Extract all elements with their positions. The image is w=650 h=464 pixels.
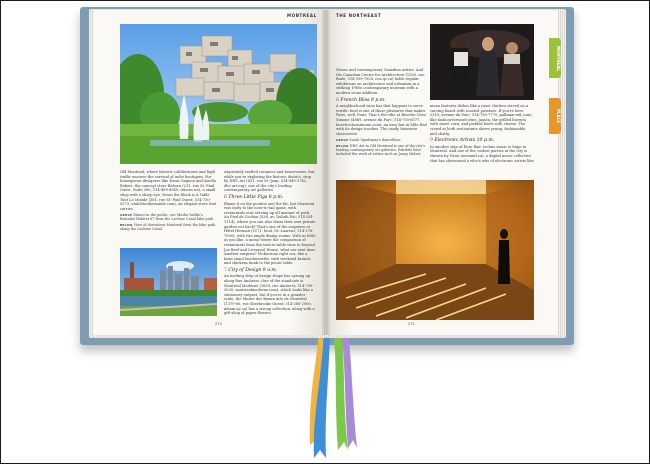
right-page-column-2 [430,104,534,165]
caption-below [120,223,217,231]
right-page [326,10,558,335]
caption-text: Dinner in the public, see Moshe Safdie's Brutalist Habitat 67 from the Lachine Canal bike path. [120,212,215,222]
caption-label: ABOVE [120,212,133,217]
entry-number: 9 [430,138,433,144]
left-page [93,10,324,335]
caption-below [336,144,428,157]
entry-body: In another sign of Euro flair, techno music is huge in Montreal. And one of the coolest parties in the city is thrown by Neon (neonmtl.ca), a digital music collective that has showcased a who's who of electronic artists like [430,144,534,163]
left-page-column-2 [224,170,316,317]
caption-text: Sarah Spadomas's dancefloor. [349,137,401,142]
photo-gallery-installation [336,180,534,320]
running-head-left: MONTREAL [287,13,317,18]
entry-number: 7 [224,267,227,273]
entry-number: 6 [224,194,227,200]
photo-lachine-canal [120,248,217,316]
entry-title: City of Design 9 a.m. [228,267,278,273]
ribbon-bookmarks [290,320,370,460]
caption-label: BELOW [120,222,133,227]
entry-heading [224,196,316,201]
tab-place: PLACE [549,98,561,134]
photo-habitat-67 [120,24,317,164]
photo-dancefloor [430,24,534,100]
page-number-left: 270 [215,322,222,326]
left-page-column-1 [120,170,217,233]
caption-text: View of downtown Montreal from the bike path along the Lachine Canal. [120,222,216,231]
tab-montreal: MONTREAL [549,38,561,78]
entry-body: Blame it on the poutine and the fat, but Montreal was early to the nose-to-tail game, with restaurants now serving up all manner of pork. Au Pied de Cochon (536, av. Duluth Est; 514-281-1114), where you can also claim their own private garden out back? That's one of the surprises at Hôtel Herman (5171, boul. St.-Laurent; 514-278-7000), with two ample dining rooms. With as little as you like, a menu where the comparison of restaurants from the turn-to-table wine to beyond Joe Beef and Liverpool House, what are next door. Another surprise? McKiernan right out, like a farm stand luncheonette, with weekend brunch and chickens bunk to the picnic table. [224,201,316,266]
caption-above [120,213,217,221]
caption-label: BELOW [336,143,349,148]
entry-number: 8 [336,97,339,103]
body-text: exquisitely crafted ceramics and housewares, but while you're exploring the historic district, stop by DHC Art (451, rue St.-Jean; 514-849-3742, dhc-art.org), one of the city's leading contemporary art galleries. [224,170,315,193]
caption-above [336,138,428,142]
page-number-right: 271 [408,322,415,326]
body-text: menu features dishes like a roast chicken served on a carving board with roasted potatoes. If you're here, 2319, avenue du Parc; 514-750-7770, pullman-mtl.com), like fashion-forward wine, jamón, the grilled burrata with sweet corn, and pickled beets with cheese. The crowd at both restaurants skews young, fashionable, and chatty. [430,104,533,136]
entry-body: An inviting strip of design shops has sprung up along Rue Amherst. One of the standouts is Montréal Moderne (1650, rue Amherst; 514-799-5030, montrealmoderne.com), which looks like a stationery outpost, but if you're in a grander scale, the Musée des Beaux-Arts de Montréal (1379-80, rue Sherbrooke Ouest; 514-285-2000, mbam.qc.ca) has a strong collection, along with a gift shop of paper flowers. [224,274,315,316]
entry-title: Three Little Pigs 8 p.m. [228,194,284,200]
caption-label: ABOVE [336,137,349,142]
entry-body: A neighborhood wine bar that happens to serve terrific food is one of those pleasures that makes Paris, well, Paris. That's the vibe at Buvette Chez Simone (4869, avenue du Parc; 514-750-6577, buvettechezsimone.com), an easy bar in Mile End with its design touches. The candy brasserie charcuterie. [336,104,427,136]
book-gutter [321,10,331,335]
entry-heading [336,99,428,104]
entry-heading [430,139,534,144]
running-head-right: THE NORTHEAST [336,13,382,18]
body-text: Shows and contemporary Canadian artists. And the Canadian Centre for Architecture (1920, rue Baile; 514-939-7026, cca.qc.ca) holds regular exhibitions on architecture and urbanism in a striking 1980s contemporary museum with a modern stone addition. [336,68,425,95]
right-page-column-1 [336,68,428,158]
entry-heading [224,269,316,274]
caption-text: DHC Art in Old Montreal is one of the city's leading contemporary art galleries. Exhibits have included the work of artists such as Jenny Holzer. [336,143,426,156]
entry-title: French Bliss 8 p.m. [340,97,386,103]
entry-title: Electronic Artists 10 p.m. [434,138,495,144]
body-text: Old Montreal, where historic cobblestones and high traffic ensures the survival of indie boutiques. For homegrown designers like Denis Gagnon and Ariella Robert, the concept store Reborn (231, rue St.-Paul Ouest, Suite 300; 514-499-8549, reborn.ws), a small shop with a sharp eye. Down the block is A Table Tout Le Monde (361, rue St.-Paul Ouest; 514-750-0573, atabletoutlemonde.com), an elegant store that carries [120,170,217,211]
